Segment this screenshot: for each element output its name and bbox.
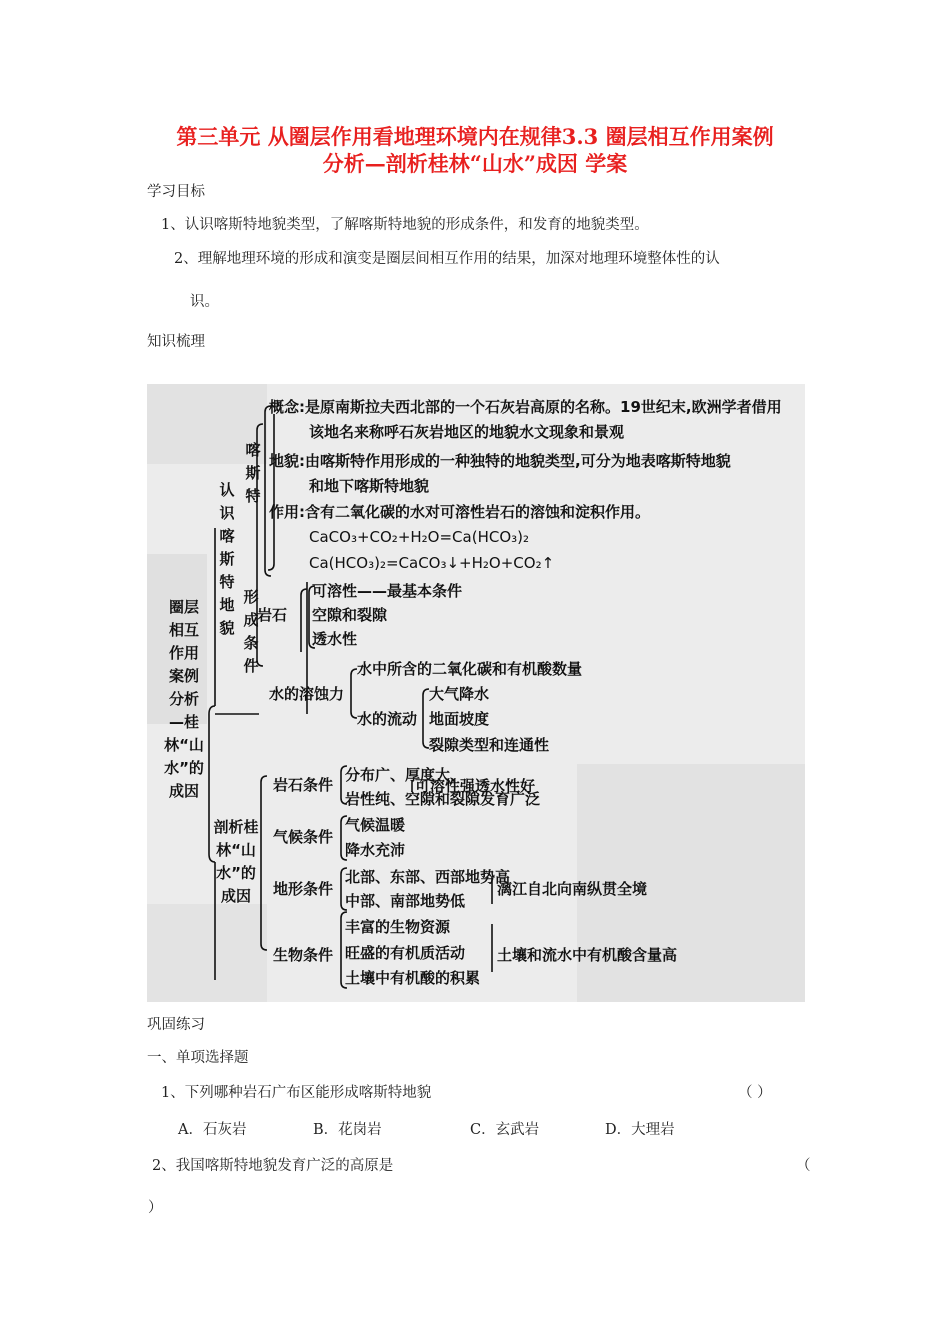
formation-label: 形成条件 (243, 588, 259, 675)
part1-label: 认识喀斯特地貌 (219, 481, 235, 637)
karst-label: 喀斯特 (245, 441, 261, 505)
rock-cond-item-2: 岩性纯、空隙和裂隙发育广泛 (345, 790, 541, 808)
question-1-answer-blank: （ ） (738, 1085, 772, 1101)
rock-label: 岩石 (257, 606, 288, 624)
q1-option-a: A．石灰岩 (178, 1122, 247, 1138)
part2-label: 剖析桂林“山水”的成因 (213, 818, 259, 905)
rock-item-2: 空隙和裂隙 (312, 606, 388, 624)
climate-item-1: 气候温暖 (345, 816, 406, 834)
question-2-paren-open: （ (796, 1158, 811, 1174)
rock-item-3: 透水性 (312, 630, 358, 648)
water-co2: 水中所含的二氧化碳和有机酸数量 (357, 660, 583, 678)
goal-2-line2: 识。 (190, 294, 219, 310)
section-knowledge: 知识梳理 (147, 334, 205, 350)
q1-option-d: D．大理岩 (605, 1122, 675, 1138)
question-2-paren-close: ） (148, 1200, 163, 1216)
root-label: 圈层相互作用案例分析—桂林“山水”的成因 (164, 598, 204, 800)
question-2: 2、我国喀斯特地貌发育广泛的高原是 (152, 1158, 394, 1174)
section-goals: 学习目标 (147, 184, 205, 200)
goal-1: 1、认识喀斯特地貌类型，了解喀斯特地貌的形成条件，和发育的地貌类型。 (161, 217, 649, 233)
question-1: 1、下列哪种岩石广布区能形成喀斯特地貌 (161, 1085, 432, 1101)
action-line1: 作用:含有二氧化碳的水对可溶性岩石的溶蚀和淀积作用。 (269, 503, 651, 521)
flow-item-1: 大气降水 (429, 685, 490, 703)
concept-line1: 概念:是原南斯拉夫西北部的一个石灰岩高原的名称。19世纪末,欧洲学者借用 (269, 398, 782, 416)
q1-option-b: B．花岗岩 (313, 1122, 382, 1138)
terrain-item-2: 中部、南部地势低 (345, 892, 466, 910)
rock-cond-label: 岩石条件 (273, 776, 334, 794)
subsection-single-choice: 一、单项选择题 (147, 1050, 249, 1066)
rock-cond-item-1: 分布广、厚度大、 (345, 766, 466, 784)
water-label: 水的溶蚀力 (269, 685, 345, 703)
doc-title-line1: 第三单元 从圈层作用看地理环境内在规律3.3 圈层相互作用案例 (176, 124, 774, 149)
concept-line2: 该地名来称呼石灰岩地区的地貌水文现象和景观 (309, 423, 625, 441)
terrain-result: 漓江自北向南纵贯全境 (497, 880, 648, 898)
climate-cond-label: 气候条件 (273, 828, 334, 846)
water-flow-label: 水的流动 (357, 710, 418, 728)
rock-cond-result: 可溶性强透水性好 (415, 777, 536, 795)
formula-1: CaCO₃+CO₂+H₂O=Ca(HCO₃)₂ (309, 528, 530, 546)
climate-item-2: 降水充沛 (345, 841, 406, 859)
formula-2: Ca(HCO₃)₂=CaCO₃↓+H₂O+CO₂↑ (309, 554, 555, 572)
rock-item-1: 可溶性——最基本条件 (312, 582, 463, 600)
terrain-item-1: 北部、东部、西部地势高 (345, 868, 511, 886)
bio-result: 土壤和流水中有机酸含量高 (497, 946, 678, 964)
bio-item-2: 旺盛的有机质活动 (345, 944, 466, 962)
q1-option-c: C．玄武岩 (470, 1122, 540, 1138)
bio-item-1: 丰富的生物资源 (345, 918, 451, 936)
goal-2-line1: 2、理解地理环境的形成和演变是圈层间相互作用的结果，加深对地理环境整体性的认 (174, 251, 720, 267)
terrain-cond-label: 地形条件 (273, 880, 334, 898)
doc-title-line2: 分析—剖析桂林“山水”成因 学案 (322, 151, 628, 176)
flow-item-3: 裂隙类型和连通性 (429, 736, 550, 754)
section-practice: 巩固练习 (147, 1017, 205, 1033)
landform-line2: 和地下喀斯特地貌 (309, 477, 430, 495)
knowledge-diagram (147, 384, 805, 1002)
bio-item-3: 土壤中有机酸的积累 (345, 969, 481, 987)
flow-item-2: 地面坡度 (429, 710, 490, 728)
bio-cond-label: 生物条件 (273, 946, 334, 964)
landform-line1: 地貌:由喀斯特作用形成的一种独特的地貌类型,可分为地表喀斯特地貌 (269, 452, 731, 470)
